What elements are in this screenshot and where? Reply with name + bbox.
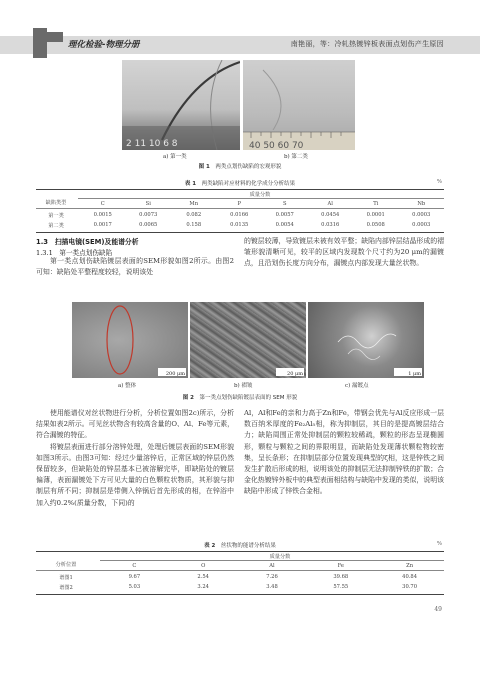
figure2-sub-a: a) 整体 [118, 383, 137, 389]
body-paragraph-right: Al，Al和Fe的亲和力高于Zn和Fe，带钢会优先与Al反应形成一层数百纳米厚度的Fe₂Al₅相，称为抑制层，其目的是提高镀层结合力；缺陷周围正常处抑制层的颗粒较稀疏，颗粒的形态呈现椭圆形，颗粒与颗粒之间的界限明显，而缺陷处发现薄状颗粒物较密集，呈长条形；在抑制层部分位置发现典型的ζ相，这是锌铁之间发生扩散后形成的相，说明该处的抑制层无法抑制锌铁的扩散；合金化热镀锌外板中的典型表面相结构与缺陷中发现的类似，说明该缺陷中形成了锌铁合金相。 [244, 409, 444, 496]
figure2-caption-number: 图 2 [182, 395, 194, 401]
table1-column-header: C [100, 201, 105, 207]
table1-cell: 0.0073 [139, 212, 158, 218]
table1-row-header: 缺陷类型 [45, 200, 67, 206]
table2-unit: % [436, 541, 442, 547]
table1-cell: 0.0017 [93, 222, 112, 228]
figure1-sub-b: b) 第二类 [284, 154, 308, 160]
table1-cell: 0.0054 [275, 222, 294, 228]
table2-group-header: 质量分数 [269, 554, 291, 560]
body-paragraph-left: 使用能谱仪对丝状物进行分析，分析位置如图2c)所示，分析结果如表2所示。可见丝状物含有较高含量的O、Al、Fe等元素，符合漏镀的特征。 将镀层表面进行部分溶锌处理，处理后镀层表面的SEM形貌如图3所示。由图3可知：经过少量溶锌后，正常区域的锌层仍然保留较多，但缺陷处的锌层基本已被溶解完毕，即缺陷处的镀层偏薄，表面漏镀处下方可见大量的白色颗粒状物质，其形貌与抑制层有所不同；抑制层是带侧入锌锅后首先形成的相，在锌浴中加入约0.2%(质量分数，下同)的 [36, 409, 234, 507]
svg-text:40 50 60 70: 40 50 60 70 [249, 141, 304, 150]
table1-group-header: 质量分数 [249, 192, 271, 198]
table1-top-rule [36, 189, 444, 190]
table2-cell: 9.67 [128, 574, 141, 580]
table2-cell: 40.84 [402, 574, 418, 580]
table1-cell: 0.0065 [139, 222, 158, 228]
table2-row-header: 分析位置 [55, 562, 77, 568]
table2-column-header: C [132, 563, 137, 569]
figure2-scale-b: 20 μm [287, 371, 303, 377]
figure2-photo-b [190, 302, 306, 378]
subsection-heading: 1.3.1 第一类点划伤缺陷 [36, 249, 113, 257]
figure1-photo-b [243, 60, 355, 150]
section-heading: 1.3 扫描电镜(SEM)及能谱分析 [36, 238, 139, 246]
table2-row-label: 谱图1 [59, 575, 73, 581]
svg-text:2 11 10 6 8: 2 11 10 6 8 [126, 139, 178, 149]
table2-column-header: Fe [337, 563, 344, 569]
journal-logo-text: 理化检验-物理分册 [68, 40, 140, 50]
table1-cell: 0.0135 [230, 222, 249, 228]
table2-column-header: Al [269, 563, 275, 569]
figure1-caption [0, 162, 480, 170]
figure2-photo-a [72, 302, 188, 378]
table1-unit: % [436, 179, 442, 185]
table2-cell: 30.70 [402, 584, 418, 590]
section-paragraph-right: 的镀层较薄，导致镀层未被有效平整；缺陷内部锌层结晶形成的褶皱形貌清晰可见，较平的区域内发现数个尺寸约为20 μm的漏镀点，且沿划伤长度方向分布，漏镀点内部发现大量丝状物。 [244, 237, 444, 268]
table1-bottom-rule [36, 232, 444, 233]
table2-cell: 39.68 [333, 574, 349, 580]
table2-cell: 7.26 [266, 574, 278, 580]
table1-cell: 0.0166 [230, 212, 249, 218]
running-head: 南艳丽，等：冷轧热镀锌板表面点划伤产生原因 [290, 40, 444, 48]
table2-top-rule [36, 551, 444, 552]
table1-cell: 0.0003 [412, 212, 431, 218]
table1-row-label: 第一类 [48, 213, 64, 219]
section-paragraph-left: 第一类点划伤缺陷镀层表面的SEM形貌如图2所示。由图2可知：缺陷处平整程度较轻，说明该处 [36, 257, 234, 277]
table2-column-header: O [201, 563, 206, 569]
table2-caption-text: 丝状物的能谱分析结果 [220, 543, 276, 549]
table1-cell: 0.0057 [275, 212, 294, 218]
figure1-photo-a [122, 60, 240, 150]
table1-cell: 0.0015 [93, 212, 112, 218]
table2-cell: 2.54 [197, 574, 209, 580]
table2-bottom-rule [36, 594, 444, 595]
table2-cell: 3.48 [266, 584, 278, 590]
table1-column-header: S [282, 201, 287, 207]
table1-cell: 0.158 [186, 222, 202, 228]
figure2-scale-a: 200 μm [165, 371, 185, 377]
table1-cell: 0.0454 [321, 212, 340, 218]
table2-group-rule [100, 560, 444, 561]
table1-group-rule [78, 198, 444, 199]
figure2-photo-c [308, 302, 424, 378]
figure2-caption-text: 第一类点划伤缺陷镀层表面的 SEM 形貌 [199, 395, 298, 401]
table1-caption-text: 两类缺陷对应材料的化学成分分析结果 [201, 181, 296, 187]
table2-caption-number: 表 2 [204, 543, 216, 549]
table1-column-header: Mn [189, 201, 199, 207]
table1-cell: 0.0003 [412, 222, 431, 228]
figure2-scale-c: 1 μm [408, 371, 421, 377]
table2-cell: 57.55 [333, 584, 349, 590]
table2-row-label: 谱图2 [59, 585, 73, 591]
table1-cell: 0.0001 [366, 212, 385, 218]
table1-cell: 0.082 [186, 212, 202, 218]
figure2-sub-b: b) 褶皱 [234, 383, 253, 389]
figure1-caption-text: 两类点划伤缺陷的宏观形貌 [215, 164, 282, 170]
table1-column-header: Al [327, 201, 333, 207]
table1-caption-number: 表 1 [184, 181, 197, 187]
page-number: 49 [434, 606, 442, 613]
table1-row-label: 第二类 [48, 223, 64, 229]
table2-caption [0, 541, 480, 549]
table1-column-header: Ti [373, 201, 379, 207]
table2-cell: 3.24 [197, 584, 209, 590]
figure2-caption [0, 393, 480, 401]
table1-column-header: Nb [417, 201, 426, 207]
figure2-sub-c: c) 漏镀点 [345, 383, 369, 389]
table1-cell: 0.0508 [366, 222, 385, 228]
journal-logo-mark [33, 28, 63, 58]
table2-header-rule [36, 570, 444, 571]
table1-column-header: P [237, 201, 241, 207]
figure1-caption-number: 图 1 [198, 164, 210, 170]
table1-column-header: Si [145, 201, 151, 207]
table1-header-rule [36, 208, 444, 209]
figure1-sub-a: a) 第一类 [163, 154, 187, 160]
table2-cell: 5.03 [128, 584, 141, 590]
table1-cell: 0.0316 [321, 222, 340, 228]
table2-column-header: Zn [406, 563, 414, 569]
table1-caption [0, 179, 480, 187]
